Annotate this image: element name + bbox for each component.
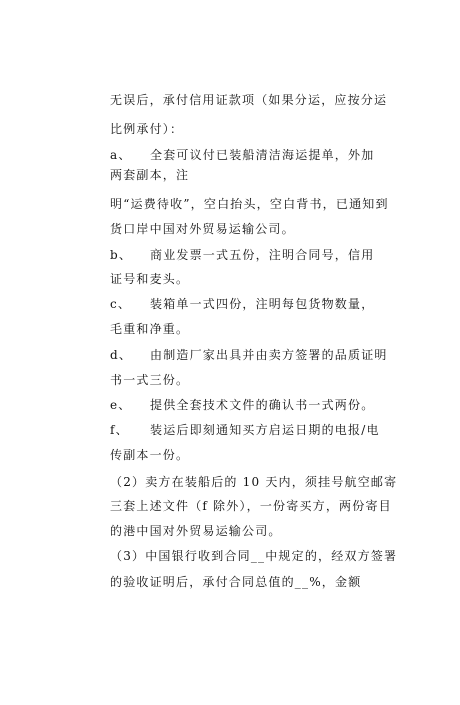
text-line: 的港中国对外贸易运输公司。 <box>110 524 282 538</box>
text-line: 全套可议付已装船清洁海运提单，外加 <box>150 148 375 162</box>
text-line: 无误后，承付信用证款项（如果分运，应按分运 <box>110 93 388 107</box>
text-line: 的验收证明后，承付合同总值的__%，金额 <box>110 575 362 589</box>
list-item-f <box>110 423 380 437</box>
list-item-d <box>110 348 388 362</box>
list-item-c <box>110 297 374 311</box>
text-line: 提供全套技术文件的确认书一式两份。 <box>150 398 375 412</box>
list-item-e <box>110 398 374 412</box>
text-line: 书一式三份。 <box>110 373 190 387</box>
text-line: 证号和麦头。 <box>110 272 190 286</box>
list-marker: a、 <box>110 148 132 162</box>
text-line: 两套副本，注 <box>110 168 190 182</box>
list-item-a <box>110 148 374 162</box>
list-marker: f、 <box>110 423 129 437</box>
text-line: 三套上述文件（f 除外），一份寄买方，两份寄目 <box>110 499 392 513</box>
text-line: 装运后即刻通知买方启运日期的电报/电 <box>150 423 380 437</box>
text-line: （3）中国银行收到合同__中规定的，经双方签署 <box>110 549 398 563</box>
text-line: 比例承付）： <box>110 122 184 136</box>
list-marker: c、 <box>110 297 132 311</box>
text-line: （2）卖方在装船后的 10 天内，须挂号航空邮寄 <box>110 475 398 489</box>
list-item-b <box>110 248 374 262</box>
text-line: 毛重和净重。 <box>110 322 190 336</box>
text-line: 由制造厂家出具并由卖方签署的品质证明 <box>150 348 388 362</box>
text-line: 明“运费待收”，空白抬头，空白背书，已通知到 <box>110 197 389 211</box>
list-marker: e、 <box>110 398 132 412</box>
text-line: 货口岸中国对外贸易运输公司。 <box>110 222 295 236</box>
list-marker: b、 <box>110 248 133 262</box>
text-line: 传副本一份。 <box>110 448 190 462</box>
text-line: 商业发票一式五份，注明合同号，信用 <box>150 248 375 262</box>
text-line: 装箱单一式四份，注明每包货物数量， <box>150 297 375 311</box>
list-marker: d、 <box>110 348 133 362</box>
